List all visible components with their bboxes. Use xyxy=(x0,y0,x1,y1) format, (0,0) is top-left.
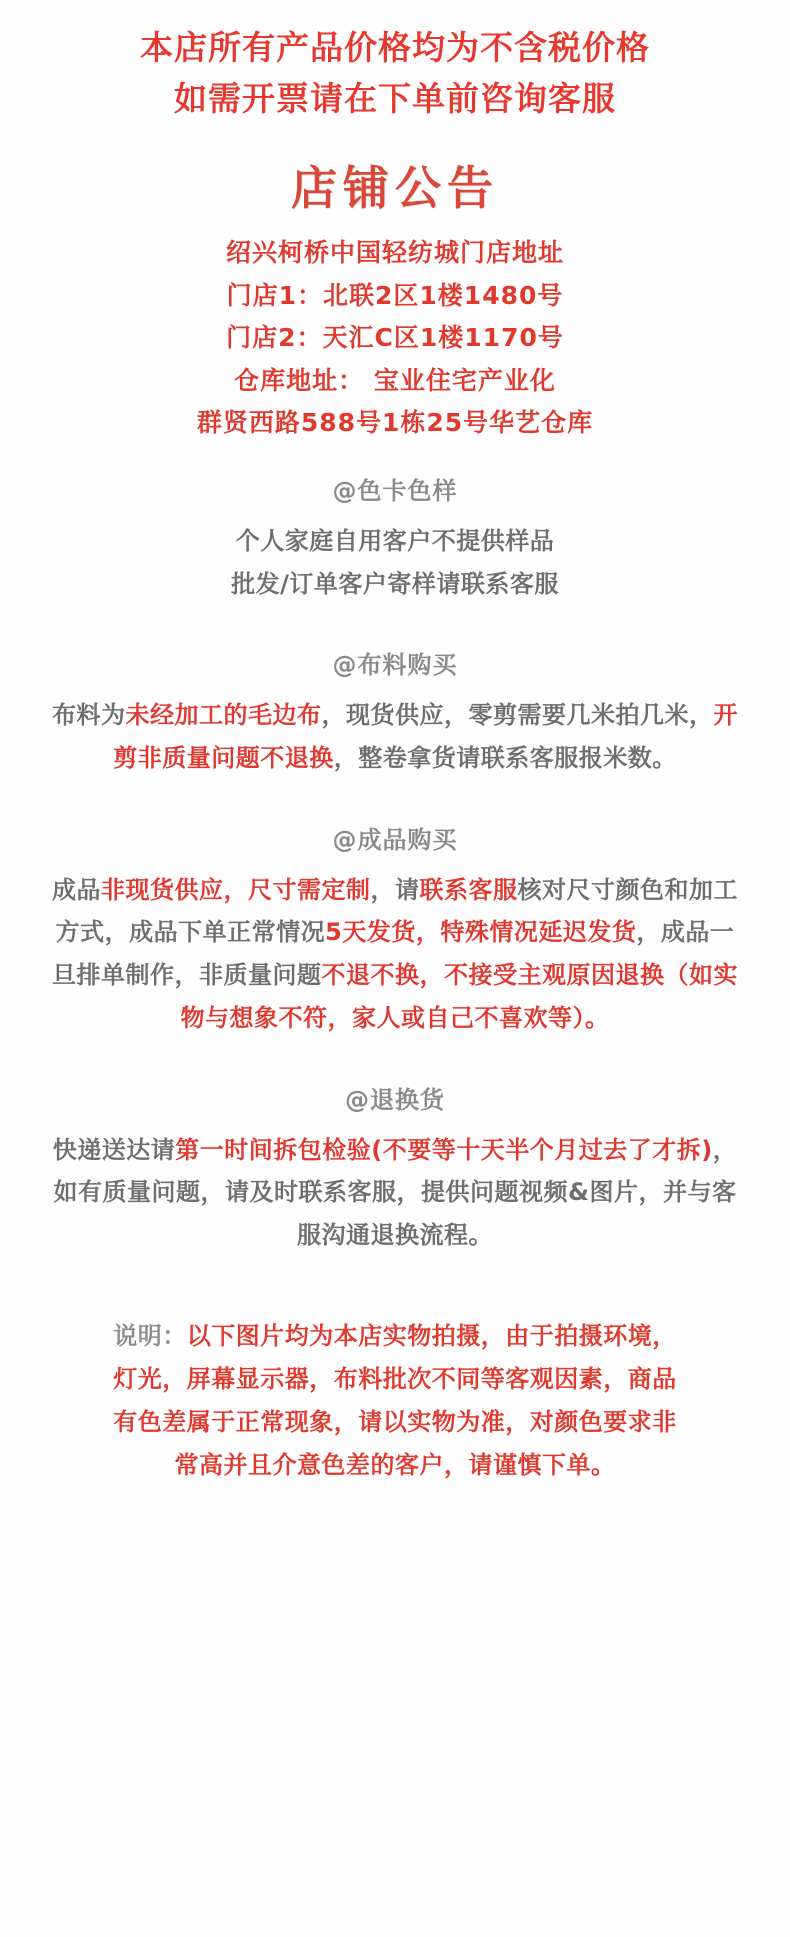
finished-part-3: 联系客服 xyxy=(419,875,518,904)
footer-line-2: 灯光，屏幕显示器，布料批次不同等客观因素，商品 xyxy=(113,1364,677,1393)
spacer-1 xyxy=(44,605,746,645)
address-intro: 绍兴柯桥中国轻纺城门店地址 xyxy=(225,238,564,268)
section-returns xyxy=(44,1080,746,1257)
returns-part-2: 过去了才拆) xyxy=(578,1135,713,1164)
finished-part-0: 成品 xyxy=(52,875,101,904)
footer-line-1-text: 以下图片均为本店实物拍摄，由于拍摄环境， xyxy=(186,1321,677,1350)
finished-part-7: 特殊情况延迟发货 xyxy=(440,918,637,947)
fabric-part-0: 布料为 xyxy=(52,701,126,730)
fabric-part-2: ，现货供应，零剪需要 xyxy=(321,701,567,730)
finished-part-10: 不接受主观原因退换（如实物与想象不符 xyxy=(180,961,738,1032)
section-finished-goods xyxy=(44,820,746,1040)
section-color-sample-heading: @色卡色样 xyxy=(332,476,458,505)
spacer-2 xyxy=(44,780,746,820)
section-color-sample xyxy=(44,471,746,605)
fabric-part-6: 系客服报米数。 xyxy=(505,743,677,772)
section-finished-paragraph xyxy=(44,869,746,1040)
spacer-3 xyxy=(44,1040,746,1080)
returns-part-0: 快递送达请 xyxy=(52,1135,176,1164)
finished-part-1: 非现货供应，尺寸需定制 xyxy=(101,875,371,904)
footer-note xyxy=(44,1315,746,1488)
section-fabric-paragraph xyxy=(44,694,746,779)
finished-part-2: ，请 xyxy=(370,875,420,904)
section-returns-paragraph xyxy=(44,1129,746,1257)
finished-part-11: ，家人或自己不喜欢等）。 xyxy=(327,1003,610,1032)
page-title: 店铺公告 xyxy=(291,161,499,216)
address-store-2: 门店2：天汇C区1楼1170号 xyxy=(226,323,564,353)
section-returns-heading: @退换货 xyxy=(345,1085,445,1114)
returns-part-4: 问题视频&图片，并与客服沟通退换流程。 xyxy=(297,1178,737,1249)
footer-line-3: 有色差属于正常现象，请以实物为准，对颜色要求非 xyxy=(113,1408,677,1437)
fabric-part-5: ，整卷拿货请联 xyxy=(333,743,506,772)
finished-part-5: 尺寸颜色和加工方式，成品下单正常情况 xyxy=(55,875,738,947)
returns-part-3: ，如有质量问题，请及时联系客服，提供 xyxy=(53,1135,738,1207)
headline-line-1: 本店所有产品价格均为不含税价格 xyxy=(140,28,650,67)
section-color-sample-line-1: 个人家庭自用客户不提供样品 xyxy=(235,526,555,555)
finished-part-9: 不退不换， xyxy=(321,961,444,990)
address-block xyxy=(44,232,746,445)
headline-line-2: 如需开票请在下单前咨询客服 xyxy=(174,79,616,119)
finished-part-8: ，成品一旦排单制作，非质量问题 xyxy=(52,918,735,990)
fabric-part-1: 未经加工的毛边布 xyxy=(125,701,322,730)
section-finished-heading: @成品购买 xyxy=(332,825,458,854)
section-fabric-heading: @布料购买 xyxy=(332,651,458,680)
returns-part-1: 第一时间拆包检验(不要等十天半个月 xyxy=(175,1135,579,1164)
footer-line-1 xyxy=(44,1315,746,1358)
section-color-sample-line-2: 批发/订单客户寄样请联系客服 xyxy=(231,569,559,598)
footer-line-4: 常高并且介意色差的客户，请谨慎下单。 xyxy=(174,1451,616,1480)
footer-prefix: 说明： xyxy=(113,1321,187,1350)
finished-part-6: 5天发货， xyxy=(325,918,441,947)
section-fabric-purchase xyxy=(44,645,746,779)
spacer-4 xyxy=(44,1257,746,1315)
warehouse-label: 仓库地址： 宝业住宅产业化 xyxy=(234,365,556,395)
address-store-1: 门店1：北联2区1楼1480号 xyxy=(226,280,564,310)
fabric-part-4: 开剪非质量问题不退换 xyxy=(113,701,738,772)
finished-part-4: 核对 xyxy=(517,875,567,904)
fabric-part-3: 几米拍几米， xyxy=(566,701,714,730)
warehouse-address: 群贤西路588号1栋25号华艺仓库 xyxy=(196,408,594,438)
